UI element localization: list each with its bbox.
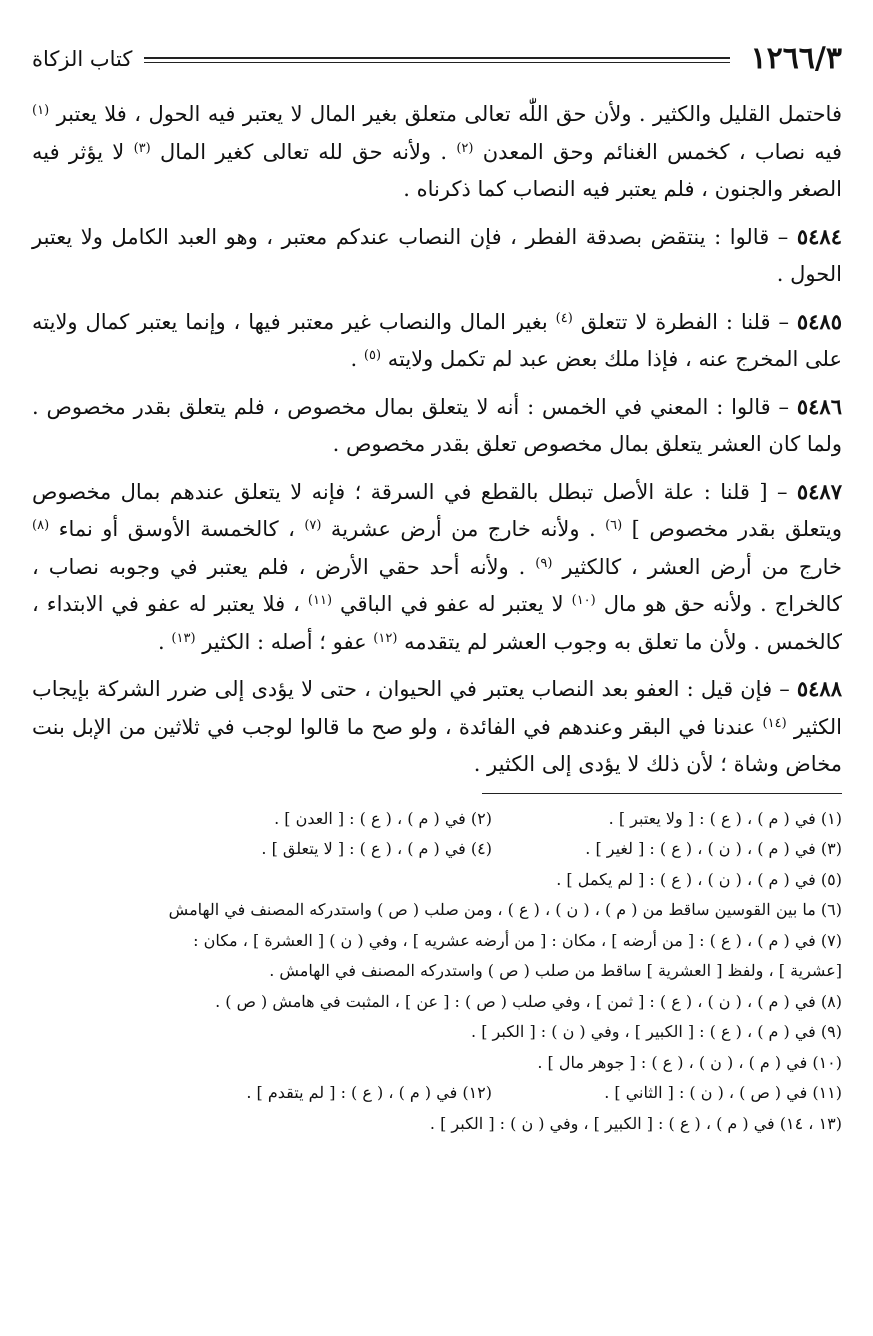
text-segment: .: [158, 629, 172, 654]
footnotes: [32, 804, 842, 1140]
paragraph: [32, 473, 842, 662]
footnote-7-continued: [عشرية ] ، ولفظ [ العشرية ] ساقط من صلب ( ص ) واستدركه المصنف في الهامش .: [269, 961, 842, 980]
footnote-ref: (٤): [555, 310, 573, 326]
footnote-ref: (٧): [304, 517, 322, 533]
text-segment: – قالوا : ينتقض بصدقة الفطر ، فإن النصاب عندكم معتبر ، وهو العبد الكامل ولا يعتبر الحول .: [32, 224, 842, 286]
footnote-ref: (٨): [32, 517, 50, 533]
text-segment: لا يعتبر له عفو في الباقي: [332, 592, 572, 616]
running-header: [32, 40, 842, 84]
text-segment: بغير المال والنصاب غير معتبر فيها ، وإنما يعتبر كمال ولايته على المخرج عنه ، فإذا ملك بعض عبد لم تكمل ولايته: [32, 309, 842, 371]
paragraph-number: ٥٤٨٨: [796, 676, 842, 701]
footnote-ref: (١٤): [762, 715, 787, 731]
footnote-ref: (١): [32, 102, 50, 118]
paragraph: [32, 303, 842, 379]
paragraph: [32, 388, 842, 464]
chapter-title: كتاب الزكاة: [32, 47, 133, 71]
footnote-10: (١٠) في ( م ) ، ( ن ) ، ( ع ) : [ جوهر مال ] .: [537, 1052, 842, 1072]
text-segment: – قالوا : المعني في الخمس : أنه لا يتعلق بمال مخصوص ، فلم يتعلق بقدر مخصوص . ولما كان العشر يتعلق بمال مخصوص تعلق بقدر مخصوص .: [32, 394, 842, 456]
footnote-ref: (٢): [456, 140, 474, 156]
paragraph-number: ٥٤٨٤: [796, 223, 842, 249]
text-segment: . ولأنه حق لله تعالى كغير المال: [150, 139, 457, 164]
header-rule: [144, 57, 730, 59]
paragraph-number: ٥٤٨٧: [796, 478, 842, 504]
footnote-2: (٢) في ( م ) ، ( ع ) : [ العدن ] .: [274, 808, 492, 828]
footnote-ref: (٩): [535, 555, 553, 571]
text-segment: فاحتمل القليل والكثير . ولأن حق اللّٰه تعالى متعلق بغير المال لا يعتبر فيه الحول ، فلا يعتبر: [49, 102, 842, 126]
footnote-separator: [482, 793, 842, 794]
footnote-5: (٥) في ( م ) ، ( ن ) ، ( ع ) : [ لم يكمل ] .: [556, 869, 842, 889]
text-segment: عفو ؛ أصله : الكثير: [195, 629, 374, 654]
paragraph: [32, 670, 842, 784]
text-segment: فيه نصاب ، كخمس الغنائم وحق المعدن: [473, 139, 843, 164]
text-segment: . ولأنه خارج من أرض عشرية: [321, 517, 606, 541]
paragraph-number: ٥٤٨٥: [796, 308, 842, 334]
page-number: ١٢٦٦/٣: [750, 41, 842, 76]
footnote-9: (٩) في ( م ) ، ( ع ) : [ الكبير ] ، وفي ( ن ) : [ الكبر ] .: [471, 1022, 842, 1041]
footnote-row: [32, 1078, 842, 1109]
text-segment: – فإن قيل : العفو بعد النصاب يعتبر في الحيوان ، حتى لا يؤدى إلى ضرر الشركة بإيجاب الكثير: [32, 677, 842, 739]
paragraph: [32, 218, 842, 294]
text-segment: ، فلا يعتبر له عفو في الابتداء ، كالخمس . ولأن ما تعلق به وجوب العشر لم يتقدمه: [32, 592, 842, 654]
footnote-ref: (١٣): [171, 630, 196, 646]
footnote-ref: (١٠): [571, 592, 596, 608]
footnote-ref: (٣): [133, 140, 151, 156]
text-segment: لا يؤثر فيه الصغر والجنون ، فلم يعتبر فيه النصاب كما ذكرناه .: [32, 139, 842, 201]
footnote-7: (٧) في ( م ) ، ( ع ) : [ من أرضه ] ، مكان : [ من أرضه عشريه ] ، وفي ( ن ) [ العشرة ] ، مكان :: [193, 930, 842, 950]
text-segment: – قلنا : الفطرة لا تتعلق: [572, 309, 797, 334]
text-segment: – [ قلنا : علة الأصل تبطل بالقطع في السرقة ؛ فإنه لا يتعلق عندهم بمال مخصوص ويتعلق بقدر مخصوص ]: [32, 479, 842, 541]
main-text: [32, 96, 842, 784]
text-segment: . ولأنه أحد حقي الأرض ، فلم يعتبر في وجوبه نصاب ، كالخراج . ولأنه حق هو مال: [32, 554, 842, 616]
footnote-1: (١) في ( م ) ، ( ع ) : [ ولا يعتبر ] .: [608, 808, 842, 828]
footnote-3: (٣) في ( م ) ، ( ن ) ، ( ع ) : [ لغير ] .: [585, 839, 842, 858]
footnote-row: [32, 834, 842, 865]
book-page: [32, 40, 842, 1320]
text-segment: .: [350, 347, 364, 371]
text-segment: خارج من أرض العشر ، كالكثير: [552, 554, 842, 579]
footnote-row: [32, 804, 842, 835]
paragraph: [32, 96, 842, 209]
text-segment: عندنا في البقر وعندهم في الفائدة ، ولو صح ما قالوا لوجب في ثلاثين من الإبل بنت مخاض وشاة ؛ لأن ذلك لا يؤدى إلى الكثير .: [32, 714, 842, 776]
text-segment: ، كالخمسة الأوسق أو نماء: [49, 517, 305, 541]
footnote-ref: (١١): [307, 592, 333, 608]
footnote-ref: (١٢): [373, 630, 398, 646]
footnote-ref: (٦): [605, 517, 623, 533]
footnote-11: (١١) في ( ص ) ، ( ن ) : [ الثاني ] .: [604, 1083, 842, 1102]
footnote-ref: (٥): [363, 347, 382, 363]
footnote-8: (٨) في ( م ) ، ( ن ) ، ( ع ) : [ ثمن ] ، وفي صلب ( ص ) : [ عن ] ، المثبت في هامش ( ص ) .: [215, 991, 842, 1011]
footnote-6: (٦) ما بين القوسين ساقط من ( م ) ، ( ن ) ، ( ع ) ، ومن صلب ( ص ) واستدركه المصنف في الهامش: [168, 900, 842, 919]
footnote-12: (١٢) في ( م ) ، ( ع ) : [ لم يتقدم ] .: [246, 1083, 492, 1102]
paragraph-number: ٥٤٨٦: [796, 393, 842, 419]
footnote-4: (٤) في ( م ) ، ( ع ) : [ لا يتعلق ] .: [261, 839, 492, 858]
footnote-13-14: (١٣ ، ١٤) في ( م ) ، ( ع ) : [ الكبير ] ، وفي ( ن ) : [ الكبر ] .: [429, 1113, 842, 1133]
